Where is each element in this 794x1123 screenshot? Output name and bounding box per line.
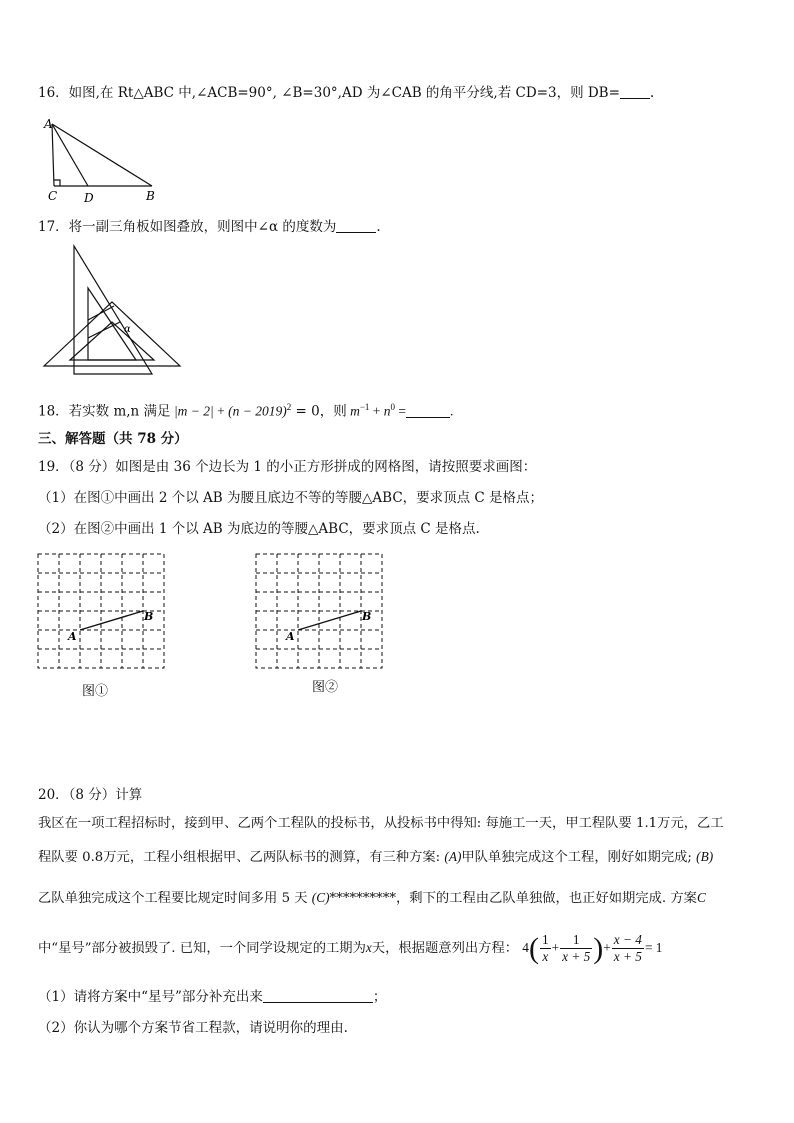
q20-line2b: 甲队单独完成这个工程，刚好如期完成; bbox=[461, 850, 697, 865]
fig2-label-b: B bbox=[362, 610, 372, 623]
fig2-label-a: A bbox=[286, 630, 295, 643]
q16-answer-blank bbox=[620, 84, 650, 99]
q20-part2: （2）你认为哪个方案节省工程款，请说明你的理由. bbox=[38, 1020, 348, 1036]
q19-grid-fig2 bbox=[254, 550, 388, 672]
q19-part1: （1）在图①中画出 2 个以 AB 为腰且底边不等的等腰△ABC，要求顶点 C 是格点； bbox=[38, 490, 544, 506]
label-d: D bbox=[84, 191, 94, 204]
q17-set-squares-figure bbox=[40, 242, 190, 380]
fig1-label-a: A bbox=[68, 630, 77, 643]
eq-plus1: + bbox=[551, 940, 560, 955]
q17-text: 17．将一副三角板如图叠放，则图中∠α 的度数为 bbox=[38, 219, 337, 235]
q20-line4a: 中“星号”部分被损毁了. 已知，一个同学设规定的工期为 bbox=[38, 941, 366, 956]
fig2-caption: 图② bbox=[312, 680, 339, 695]
q20-part1-end: ； bbox=[372, 989, 387, 1005]
q17-answer-blank bbox=[336, 218, 376, 233]
q18-abs-term: |m − 2| bbox=[173, 403, 214, 419]
q16-text: 16．如图,在 Rt△ABC 中,∠ACB=90°, ∠B=30°,AD 为∠CAB 的角平分线,若 CD=3，则 DB= bbox=[38, 85, 620, 101]
set-square-45-inner bbox=[70, 322, 154, 360]
q20-line2a: 程队要 0.8万元，工程小组根据甲、乙两队标书的测算，有三种方案: bbox=[38, 850, 445, 865]
side-ab bbox=[52, 124, 152, 186]
q18-square-base: (n − 2019) bbox=[228, 403, 287, 419]
q20-line3 bbox=[38, 889, 706, 908]
segment-ab bbox=[80, 611, 143, 630]
side-ac bbox=[52, 124, 54, 186]
section3-title: 三、解答题（共 78 分） bbox=[38, 431, 188, 447]
label-c: C bbox=[48, 189, 58, 203]
q20-line2 bbox=[38, 848, 713, 867]
q16-line bbox=[38, 84, 654, 102]
q16-triangle-figure bbox=[40, 114, 170, 204]
set-square-30-60 bbox=[74, 246, 152, 374]
q17-end: . bbox=[376, 219, 381, 235]
q18-line bbox=[38, 398, 453, 421]
eq-coef: 4 bbox=[522, 940, 529, 955]
q18-square-exp: 2 bbox=[286, 402, 292, 412]
q20-equation bbox=[522, 931, 663, 965]
q20-part1 bbox=[38, 988, 386, 1006]
q18-end: . bbox=[450, 403, 454, 419]
fig1-caption: 图① bbox=[82, 684, 109, 699]
q19-intro: 19．（8 分）如图是由 36 个边长为 1 的小正方形拼成的网格图，请按照要求画图： bbox=[38, 459, 537, 475]
q20-plan-c: (C) bbox=[311, 890, 330, 905]
q20-part1-text: （1）请将方案中“星号”部分补充出来 bbox=[38, 989, 263, 1005]
q18-result-plus: + bbox=[369, 403, 384, 419]
q18-eq: = 0，则 bbox=[291, 403, 347, 420]
q20-plan-b: (B) bbox=[696, 849, 714, 864]
q20-part1-blank bbox=[263, 988, 373, 1003]
q19-part2: （2）在图②中画出 1 个以 AB 为底边的等腰△ABC，要求顶点 C 是格点. bbox=[38, 521, 480, 537]
eq-frac3: $\frac{x - 4}{x + 5}$ bbox=[613, 932, 642, 965]
eq-rhs: = 1 bbox=[644, 940, 663, 955]
eq-plus2: + bbox=[603, 940, 611, 955]
label-b: B bbox=[146, 189, 155, 203]
q18-result-eq: = bbox=[395, 403, 407, 419]
q20-line1: 我区在一项工程招标时，接到甲、乙两个工程队的投标书，从投标书中得知: 每施工一天，甲工程队要 1.1万元，乙工 bbox=[38, 816, 724, 831]
alpha-label: α bbox=[124, 324, 131, 335]
q18-prefix: 18．若实数 m,n 满足 bbox=[38, 403, 171, 420]
q17-line bbox=[38, 218, 381, 236]
bisector-ad bbox=[52, 124, 88, 186]
q16-end: . bbox=[649, 85, 655, 101]
overlap-line-1 bbox=[88, 322, 120, 338]
q20-line4b: 天，根据题意列出方程： bbox=[371, 941, 519, 956]
q20-plan-a: (A) bbox=[444, 849, 462, 864]
q20-line3b: **********，剩下的工程由乙队单独做，也正好如期完成. 方案 bbox=[329, 891, 697, 906]
fig1-label-b: B bbox=[144, 610, 154, 623]
set-square-45 bbox=[44, 302, 180, 366]
q20-var-x: x bbox=[365, 940, 372, 955]
q20-line4 bbox=[38, 930, 662, 967]
q20-title: 20．（8 分）计算 bbox=[38, 787, 143, 803]
q20-line3a: 乙队单独完成这个工程要比规定时间多用 5 天 bbox=[38, 891, 312, 906]
q19-grid-fig1 bbox=[36, 550, 170, 672]
q18-result-m-exp: −1 bbox=[359, 402, 370, 412]
segment-ab bbox=[298, 611, 361, 630]
q18-plus: + bbox=[213, 403, 229, 419]
right-angle-mark bbox=[54, 180, 60, 186]
q18-result-n-exp: 0 bbox=[390, 402, 396, 412]
q18-answer-blank bbox=[406, 403, 450, 418]
q18-result-m: m bbox=[350, 403, 360, 419]
eq-frac1: $\frac{1}{x}$ bbox=[541, 932, 549, 965]
eq-lparen: ( bbox=[528, 931, 539, 965]
eq-rparen: ) bbox=[593, 931, 604, 965]
q18-result-n: n bbox=[383, 403, 391, 419]
q20-plan-c2: C bbox=[696, 890, 706, 905]
label-a: A bbox=[44, 117, 53, 131]
eq-frac2: $\frac{1}{x + 5}$ bbox=[562, 932, 591, 965]
